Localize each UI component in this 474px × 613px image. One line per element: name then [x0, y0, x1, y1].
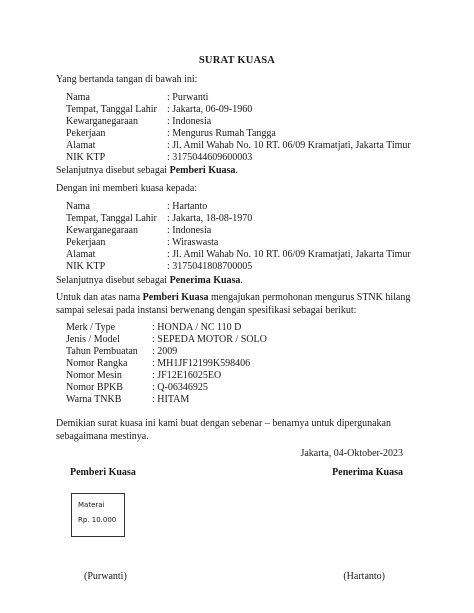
field-label: Nomor BPKB [66, 382, 123, 393]
receiver-designation [56, 275, 243, 287]
field-value: : MH1JF12199K598406 [152, 358, 251, 369]
field-value: : Jl. Amil Wahab No. 10 RT. 06/09 Kramatjati, Jakarta Timur [167, 140, 411, 151]
field-value: : Wiraswasta [167, 237, 219, 248]
field-value: : Purwanti [167, 92, 209, 103]
vehicle-field-engine [66, 370, 221, 382]
receiver-field-nik [66, 261, 252, 273]
field-value: : Q-06346925 [152, 382, 208, 393]
transfer-line: Dengan ini memberi kuasa kepada: [56, 183, 198, 194]
field-value: : Jl. Amil Wahab No. 10 RT. 06/09 Kramatjati, Jakarta Timur [167, 249, 411, 260]
field-value: : HONDA / NC 110 D [152, 322, 242, 333]
giver-field-address [66, 140, 411, 152]
field-value: : 2009 [152, 346, 178, 357]
field-value: : SEPEDA MOTOR / SOLO [152, 334, 267, 345]
giver-designation [56, 165, 238, 177]
field-label: Alamat [66, 249, 96, 260]
field-label: Alamat [66, 140, 96, 151]
designation-suffix: . [235, 165, 238, 176]
receiver-field-occupation [66, 237, 218, 249]
giver-field-nationality [66, 116, 211, 128]
field-label: Nomor Mesin [66, 370, 122, 381]
field-label: Nomor Rangka [66, 358, 128, 369]
designation-role: Pemberi Kuasa [169, 165, 236, 176]
receiver-signature-label: Penerima Kuasa [332, 467, 403, 478]
receiver-field-birth [66, 213, 252, 225]
designation-suffix: . [240, 275, 243, 286]
receiver-signature-name: (Hartanto) [343, 571, 385, 582]
closing-paragraph: Demikian surat kuasa ini kami buat dengan sebenar – benarnya untuk dipergunakan sebagaimana mestinya. [56, 418, 391, 442]
purpose-prefix: Untuk dan atas nama [56, 292, 143, 303]
vehicle-field-bpkb [66, 382, 208, 394]
field-label: Tempat, Tanggal Lahir [66, 213, 157, 224]
field-value: : HITAM [152, 394, 190, 405]
giver-field-nik [66, 152, 252, 164]
giver-field-occupation [66, 128, 276, 140]
field-value: : Hartanto [167, 201, 208, 212]
receiver-field-name [66, 201, 207, 213]
field-label: Warna TNKB [66, 394, 122, 405]
field-value: : Indonesia [167, 116, 212, 127]
field-label: Kewarganegaraan [66, 116, 138, 127]
field-value: : Indonesia [167, 225, 212, 236]
field-value: : Mengurus Rumah Tangga [167, 128, 276, 139]
field-label: NIK KTP [66, 152, 106, 163]
field-label: Tahun Pembuatan [66, 346, 138, 357]
designation-prefix: Selanjutnya disebut sebagai [56, 165, 170, 176]
revenue-stamp [71, 493, 125, 537]
field-value: : Jakarta, 06-09-1960 [167, 104, 253, 115]
intro-line: Yang bertanda tangan di bawah ini: [56, 74, 198, 85]
vehicle-field-brand [66, 322, 241, 334]
giver-field-birth [66, 104, 252, 116]
field-label: NIK KTP [66, 261, 106, 272]
field-label: Kewarganegaraan [66, 225, 138, 236]
field-value: : Jakarta, 18-08-1970 [167, 213, 253, 224]
vehicle-field-year [66, 346, 177, 358]
vehicle-field-frame [66, 358, 250, 370]
vehicle-field-plate-color [66, 394, 189, 406]
field-label: Jenis / Model [66, 334, 120, 345]
field-value: : JF12E16025EO [152, 370, 222, 381]
purpose-paragraph [56, 291, 426, 317]
receiver-field-address [66, 249, 411, 261]
field-label: Merk / Type [66, 322, 116, 333]
giver-field-name [66, 92, 208, 104]
vehicle-field-model [66, 334, 267, 346]
place-date: Jakarta, 04-Oktober-2023 [300, 448, 403, 459]
field-value: : 3175044609600003 [167, 152, 253, 163]
purpose-text: mengajukan permohonan mengurus STNK hilang sampai selesai pada instansi berwenang dengan spesifikasi sebagai berikut: [56, 292, 411, 316]
receiver-field-nationality [66, 225, 211, 237]
designation-prefix: Selanjutnya disebut sebagai [56, 275, 170, 286]
field-label: Pekerjaan [66, 128, 106, 139]
giver-signature-label: Pemberi Kuasa [70, 467, 136, 478]
field-label: Pekerjaan [66, 237, 106, 248]
giver-signature-name: (Purwanti) [84, 571, 127, 582]
stamp-amount: Rp. 10.000 [78, 516, 117, 524]
field-label: Nama [66, 92, 90, 103]
document-title: SURAT KUASA [198, 55, 276, 66]
designation-role: Penerima Kuasa [169, 275, 241, 286]
stamp-text: Materai [78, 501, 105, 509]
field-label: Nama [66, 201, 90, 212]
purpose-role: Pemberi Kuasa [142, 292, 209, 303]
field-value: : 3175041808700005 [167, 261, 253, 272]
field-label: Tempat, Tanggal Lahir [66, 104, 157, 115]
